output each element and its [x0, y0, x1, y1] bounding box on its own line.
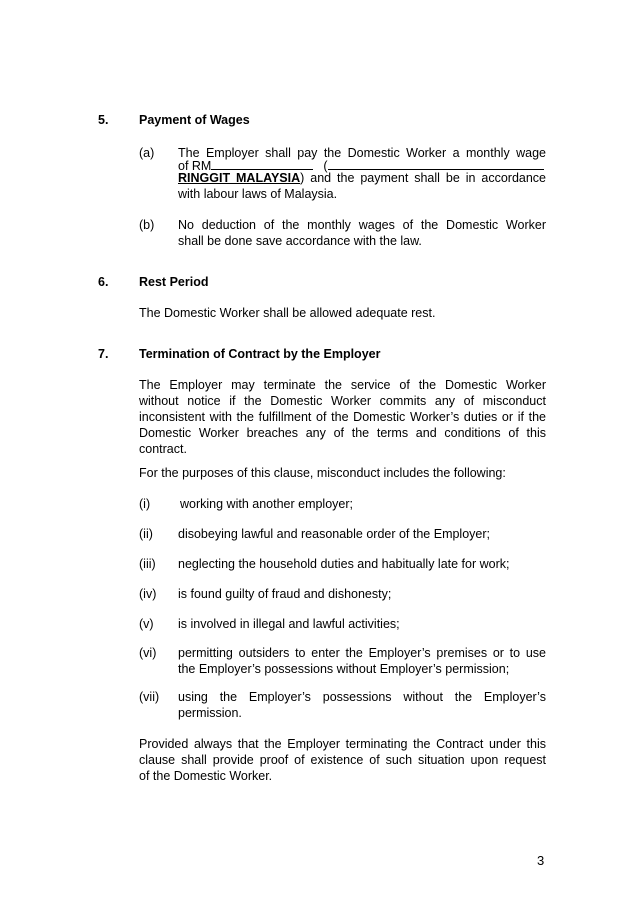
section-7-p1-line-2: without notice if the Domestic Worker commits any of misconduct	[139, 394, 546, 408]
rm-label: of RM	[178, 159, 212, 173]
section-7-p1-line-3: inconsistent with the fulfillment of the Domestic Worker’s duties or if the	[139, 410, 546, 424]
section-6-number: 6.	[98, 275, 109, 289]
list-item-label: (vi)	[139, 646, 157, 660]
section-5-title: Payment of Wages	[139, 113, 250, 127]
page-number: 3	[537, 853, 545, 868]
list-item-text: is involved in illegal and lawful activities;	[178, 617, 400, 631]
section-7-p2: For the purposes of this clause, misconduct includes the following:	[139, 466, 506, 480]
list-item-text-line-2: the Employer’s possessions without Employer’s permission;	[178, 662, 510, 676]
wage-amount-blank	[211, 157, 313, 170]
list-item-label: (v)	[139, 617, 154, 631]
list-item-text-line-2: permission.	[178, 706, 242, 720]
list-item-label: (ii)	[139, 527, 153, 541]
list-item-label: (i)	[139, 497, 151, 511]
section-7-p3-line-2: clause shall provide proof of existence of such situation upon request	[139, 753, 546, 767]
section-7-p1-line-4: Domestic Worker breaches any of the terms and conditions of this	[139, 426, 546, 440]
list-item-text: using the Employer’s possessions without the Employer’s	[178, 690, 546, 704]
clause-5a-line-1: The Employer shall pay the Domestic Worker a monthly wage	[178, 146, 546, 160]
paren-open: (	[323, 159, 328, 173]
clause-5b-label: (b)	[139, 218, 155, 232]
clause-5b-line-1: No deduction of the monthly wages of the Domestic Worker	[178, 218, 546, 232]
wage-words-blank	[328, 157, 544, 170]
list-item-text: working with another employer;	[180, 497, 353, 511]
section-5-number: 5.	[98, 113, 109, 127]
list-item-text: is found guilty of fraud and dishonesty;	[178, 587, 392, 601]
clause-5b-line-2: shall be done save accordance with the law.	[178, 234, 422, 248]
clause-5a-line-4: with labour laws of Malaysia.	[178, 187, 338, 201]
list-item-text: permitting outsiders to enter the Employer’s premises or to use	[178, 646, 546, 660]
section-7-number: 7.	[98, 347, 109, 361]
ringgit-malaysia-text: RINGGIT MALAYSIA	[178, 171, 301, 185]
list-item-label: (vii)	[139, 690, 160, 704]
list-item-label: (iii)	[139, 557, 156, 571]
section-7-title: Termination of Contract by the Employer	[139, 347, 381, 361]
section-6-title: Rest Period	[139, 275, 209, 289]
section-7-p1-line-1: The Employer may terminate the service of the Domestic Worker	[139, 378, 546, 392]
section-7-p3-line-1: Provided always that the Employer terminating the Contract under this	[139, 737, 546, 751]
section-7-p1-line-5: contract.	[139, 442, 187, 456]
rest-period-text: The Domestic Worker shall be allowed adequate rest.	[139, 306, 436, 320]
list-item-text: disobeying lawful and reasonable order of the Employer;	[178, 527, 490, 541]
list-item-label: (iv)	[139, 587, 157, 601]
clause-5a-label: (a)	[139, 146, 155, 160]
clause-5a-line-3: RINGGIT MALAYSIA) and the payment shall be in accordance	[178, 171, 546, 185]
list-item-text: neglecting the household duties and habitually late for work;	[178, 557, 510, 571]
section-7-p3-line-3: of the Domestic Worker.	[139, 769, 273, 783]
